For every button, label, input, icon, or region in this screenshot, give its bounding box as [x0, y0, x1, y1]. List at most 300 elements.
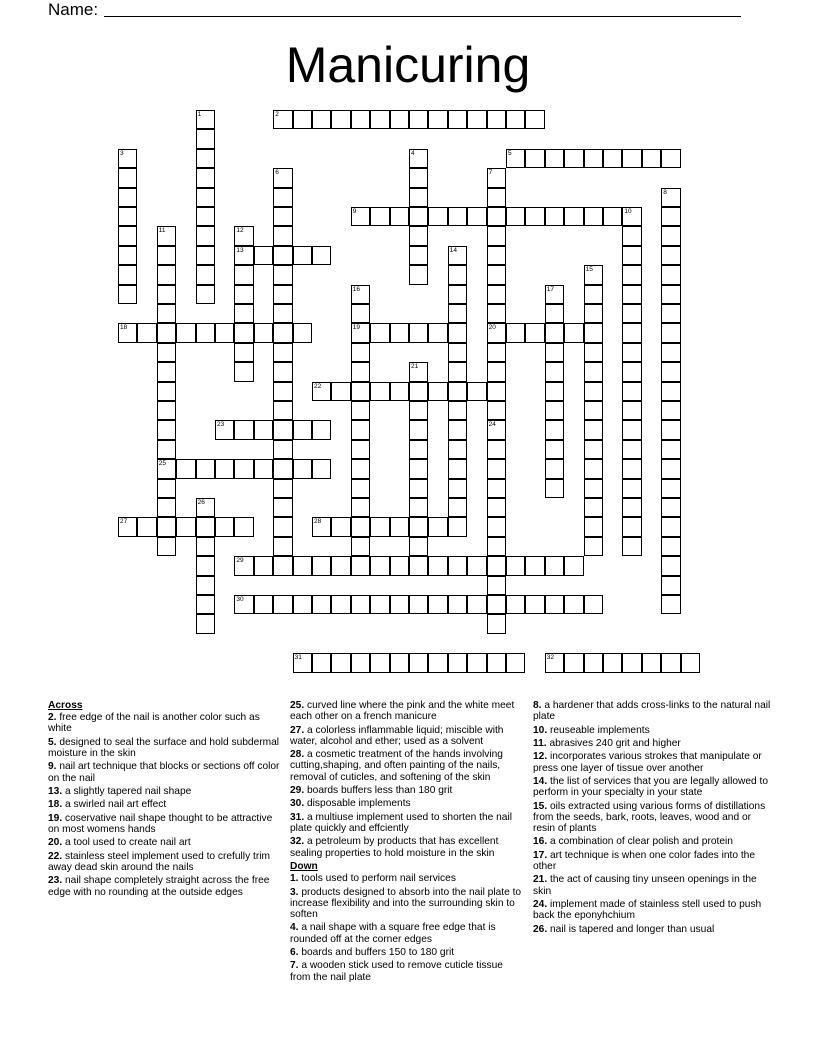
grid-cell[interactable]	[293, 459, 312, 478]
grid-cell[interactable]	[622, 498, 641, 517]
grid-cell[interactable]	[370, 595, 389, 614]
grid-cell[interactable]	[331, 653, 350, 672]
grid-cell[interactable]	[118, 285, 137, 304]
grid-cell[interactable]	[273, 517, 292, 536]
grid-cell[interactable]	[157, 246, 176, 265]
grid-cell[interactable]	[448, 323, 467, 342]
grid-cell[interactable]	[661, 576, 680, 595]
grid-cell[interactable]	[157, 537, 176, 556]
grid-cell[interactable]	[506, 323, 525, 342]
grid-cell[interactable]	[525, 149, 544, 168]
grid-cell[interactable]	[176, 323, 195, 342]
grid-cell[interactable]	[545, 323, 564, 342]
grid-cell[interactable]	[196, 129, 215, 148]
grid-cell[interactable]	[428, 653, 447, 672]
grid-cell[interactable]	[370, 110, 389, 129]
grid-cell[interactable]	[448, 304, 467, 323]
grid-cell[interactable]	[681, 653, 700, 672]
grid-cell[interactable]	[584, 323, 603, 342]
grid-cell[interactable]	[351, 556, 370, 575]
grid-cell[interactable]	[196, 556, 215, 575]
grid-cell[interactable]	[157, 459, 176, 478]
grid-cell[interactable]	[234, 517, 253, 536]
grid-cell[interactable]	[525, 110, 544, 129]
grid-cell[interactable]	[487, 188, 506, 207]
grid-cell[interactable]	[273, 401, 292, 420]
grid-cell[interactable]	[564, 323, 583, 342]
grid-cell[interactable]	[157, 440, 176, 459]
grid-cell[interactable]	[312, 517, 331, 536]
grid-cell[interactable]	[390, 382, 409, 401]
grid-cell[interactable]	[622, 285, 641, 304]
grid-cell[interactable]	[157, 362, 176, 381]
grid-cell[interactable]	[448, 556, 467, 575]
grid-cell[interactable]	[622, 246, 641, 265]
grid-cell[interactable]	[448, 285, 467, 304]
grid-cell[interactable]	[196, 207, 215, 226]
grid-cell[interactable]	[661, 343, 680, 362]
grid-cell[interactable]	[584, 207, 603, 226]
grid-cell[interactable]	[545, 285, 564, 304]
grid-cell[interactable]	[584, 420, 603, 439]
grid-cell[interactable]	[506, 595, 525, 614]
grid-cell[interactable]	[370, 517, 389, 536]
grid-cell[interactable]	[622, 479, 641, 498]
grid-cell[interactable]	[448, 517, 467, 536]
grid-cell[interactable]	[157, 343, 176, 362]
grid-cell[interactable]	[293, 110, 312, 129]
grid-cell[interactable]	[661, 304, 680, 323]
grid-cell[interactable]	[312, 595, 331, 614]
grid-cell[interactable]	[273, 479, 292, 498]
grid-cell[interactable]	[584, 498, 603, 517]
grid-cell[interactable]	[487, 382, 506, 401]
grid-cell[interactable]	[390, 110, 409, 129]
grid-cell[interactable]	[487, 304, 506, 323]
grid-cell[interactable]	[196, 459, 215, 478]
grid-cell[interactable]	[467, 110, 486, 129]
grid-cell[interactable]	[448, 479, 467, 498]
grid-cell[interactable]	[331, 517, 350, 536]
grid-cell[interactable]	[157, 420, 176, 439]
grid-cell[interactable]	[409, 323, 428, 342]
grid-cell[interactable]	[661, 265, 680, 284]
grid-cell[interactable]	[545, 401, 564, 420]
grid-cell[interactable]	[661, 440, 680, 459]
grid-cell[interactable]	[370, 653, 389, 672]
grid-cell[interactable]	[545, 653, 564, 672]
grid-cell[interactable]	[176, 517, 195, 536]
grid-cell[interactable]	[118, 323, 137, 342]
grid-cell[interactable]	[409, 517, 428, 536]
grid-cell[interactable]	[448, 498, 467, 517]
grid-cell[interactable]	[409, 595, 428, 614]
grid-cell[interactable]	[564, 149, 583, 168]
grid-cell[interactable]	[661, 285, 680, 304]
grid-cell[interactable]	[622, 207, 641, 226]
grid-cell[interactable]	[661, 149, 680, 168]
grid-cell[interactable]	[487, 517, 506, 536]
grid-cell[interactable]	[409, 498, 428, 517]
grid-cell[interactable]	[661, 246, 680, 265]
grid-cell[interactable]	[622, 362, 641, 381]
grid-cell[interactable]	[545, 382, 564, 401]
grid-cell[interactable]	[370, 556, 389, 575]
grid-cell[interactable]	[584, 382, 603, 401]
grid-cell[interactable]	[487, 246, 506, 265]
grid-cell[interactable]	[661, 188, 680, 207]
grid-cell[interactable]	[273, 595, 292, 614]
grid-cell[interactable]	[428, 323, 447, 342]
grid-cell[interactable]	[234, 420, 253, 439]
grid-cell[interactable]	[603, 653, 622, 672]
grid-cell[interactable]	[351, 362, 370, 381]
grid-cell[interactable]	[409, 556, 428, 575]
grid-cell[interactable]	[467, 556, 486, 575]
grid-cell[interactable]	[487, 401, 506, 420]
grid-cell[interactable]	[273, 440, 292, 459]
grid-cell[interactable]	[448, 207, 467, 226]
grid-cell[interactable]	[351, 498, 370, 517]
grid-cell[interactable]	[545, 304, 564, 323]
grid-cell[interactable]	[584, 537, 603, 556]
grid-cell[interactable]	[487, 459, 506, 478]
grid-cell[interactable]	[487, 323, 506, 342]
grid-cell[interactable]	[525, 323, 544, 342]
grid-cell[interactable]	[234, 362, 253, 381]
grid-cell[interactable]	[661, 207, 680, 226]
grid-cell[interactable]	[603, 207, 622, 226]
grid-cell[interactable]	[351, 110, 370, 129]
grid-cell[interactable]	[137, 323, 156, 342]
grid-cell[interactable]	[467, 653, 486, 672]
grid-cell[interactable]	[564, 556, 583, 575]
grid-cell[interactable]	[448, 440, 467, 459]
grid-cell[interactable]	[545, 362, 564, 381]
grid-cell[interactable]	[584, 304, 603, 323]
grid-cell[interactable]	[118, 168, 137, 187]
grid-cell[interactable]	[467, 595, 486, 614]
grid-cell[interactable]	[234, 323, 253, 342]
grid-cell[interactable]	[234, 595, 253, 614]
grid-cell[interactable]	[584, 285, 603, 304]
grid-cell[interactable]	[622, 304, 641, 323]
grid-cell[interactable]	[661, 479, 680, 498]
grid-cell[interactable]	[312, 110, 331, 129]
grid-cell[interactable]	[448, 420, 467, 439]
grid-cell[interactable]	[390, 653, 409, 672]
grid-cell[interactable]	[351, 479, 370, 498]
grid-cell[interactable]	[487, 498, 506, 517]
grid-cell[interactable]	[234, 304, 253, 323]
grid-cell[interactable]	[196, 110, 215, 129]
grid-cell[interactable]	[487, 285, 506, 304]
grid-cell[interactable]	[312, 459, 331, 478]
grid-cell[interactable]	[661, 323, 680, 342]
grid-cell[interactable]	[428, 382, 447, 401]
grid-cell[interactable]	[196, 265, 215, 284]
grid-cell[interactable]	[351, 401, 370, 420]
grid-cell[interactable]	[273, 110, 292, 129]
grid-cell[interactable]	[273, 304, 292, 323]
grid-cell[interactable]	[409, 226, 428, 245]
grid-cell[interactable]	[331, 382, 350, 401]
grid-cell[interactable]	[409, 188, 428, 207]
grid-cell[interactable]	[622, 459, 641, 478]
grid-cell[interactable]	[487, 595, 506, 614]
grid-cell[interactable]	[525, 556, 544, 575]
grid-cell[interactable]	[331, 595, 350, 614]
grid-cell[interactable]	[273, 343, 292, 362]
grid-cell[interactable]	[661, 420, 680, 439]
grid-cell[interactable]	[448, 382, 467, 401]
grid-cell[interactable]	[661, 459, 680, 478]
grid-cell[interactable]	[409, 420, 428, 439]
grid-cell[interactable]	[331, 110, 350, 129]
grid-cell[interactable]	[428, 110, 447, 129]
grid-cell[interactable]	[196, 226, 215, 245]
grid-cell[interactable]	[312, 382, 331, 401]
grid-cell[interactable]	[642, 149, 661, 168]
grid-cell[interactable]	[661, 556, 680, 575]
grid-cell[interactable]	[293, 323, 312, 342]
grid-cell[interactable]	[234, 226, 253, 245]
grid-cell[interactable]	[254, 420, 273, 439]
grid-cell[interactable]	[118, 188, 137, 207]
grid-cell[interactable]	[545, 595, 564, 614]
grid-cell[interactable]	[351, 459, 370, 478]
grid-cell[interactable]	[603, 149, 622, 168]
grid-cell[interactable]	[545, 420, 564, 439]
grid-cell[interactable]	[545, 479, 564, 498]
grid-cell[interactable]	[196, 498, 215, 517]
grid-cell[interactable]	[312, 420, 331, 439]
grid-cell[interactable]	[622, 420, 641, 439]
grid-cell[interactable]	[351, 595, 370, 614]
grid-cell[interactable]	[157, 285, 176, 304]
grid-cell[interactable]	[622, 401, 641, 420]
grid-cell[interactable]	[622, 382, 641, 401]
grid-cell[interactable]	[409, 479, 428, 498]
grid-cell[interactable]	[448, 653, 467, 672]
grid-cell[interactable]	[273, 265, 292, 284]
grid-cell[interactable]	[584, 479, 603, 498]
grid-cell[interactable]	[506, 149, 525, 168]
grid-cell[interactable]	[331, 556, 350, 575]
grid-cell[interactable]	[525, 207, 544, 226]
grid-cell[interactable]	[487, 576, 506, 595]
grid-cell[interactable]	[584, 362, 603, 381]
grid-cell[interactable]	[487, 556, 506, 575]
grid-cell[interactable]	[234, 343, 253, 362]
grid-cell[interactable]	[118, 265, 137, 284]
grid-cell[interactable]	[293, 420, 312, 439]
grid-cell[interactable]	[215, 323, 234, 342]
grid-cell[interactable]	[157, 382, 176, 401]
grid-cell[interactable]	[622, 226, 641, 245]
grid-cell[interactable]	[564, 595, 583, 614]
grid-cell[interactable]	[506, 207, 525, 226]
grid-cell[interactable]	[622, 265, 641, 284]
grid-cell[interactable]	[448, 110, 467, 129]
grid-cell[interactable]	[196, 576, 215, 595]
grid-cell[interactable]	[409, 207, 428, 226]
grid-cell[interactable]	[487, 362, 506, 381]
grid-cell[interactable]	[622, 343, 641, 362]
grid-cell[interactable]	[390, 556, 409, 575]
grid-cell[interactable]	[661, 362, 680, 381]
grid-cell[interactable]	[273, 207, 292, 226]
grid-cell[interactable]	[622, 537, 641, 556]
grid-cell[interactable]	[118, 207, 137, 226]
grid-cell[interactable]	[409, 110, 428, 129]
grid-cell[interactable]	[234, 265, 253, 284]
grid-cell[interactable]	[409, 168, 428, 187]
grid-cell[interactable]	[428, 556, 447, 575]
grid-cell[interactable]	[487, 110, 506, 129]
grid-cell[interactable]	[409, 149, 428, 168]
grid-cell[interactable]	[312, 246, 331, 265]
grid-cell[interactable]	[254, 246, 273, 265]
grid-cell[interactable]	[157, 479, 176, 498]
grid-cell[interactable]	[234, 285, 253, 304]
grid-cell[interactable]	[642, 653, 661, 672]
grid-cell[interactable]	[487, 537, 506, 556]
grid-cell[interactable]	[448, 459, 467, 478]
grid-cell[interactable]	[273, 226, 292, 245]
grid-cell[interactable]	[234, 556, 253, 575]
grid-cell[interactable]	[234, 459, 253, 478]
grid-cell[interactable]	[487, 479, 506, 498]
grid-cell[interactable]	[196, 188, 215, 207]
grid-cell[interactable]	[409, 653, 428, 672]
grid-cell[interactable]	[487, 440, 506, 459]
grid-cell[interactable]	[351, 440, 370, 459]
grid-cell[interactable]	[487, 207, 506, 226]
grid-cell[interactable]	[273, 168, 292, 187]
grid-cell[interactable]	[273, 459, 292, 478]
grid-cell[interactable]	[351, 304, 370, 323]
grid-cell[interactable]	[661, 517, 680, 536]
grid-cell[interactable]	[661, 537, 680, 556]
grid-cell[interactable]	[273, 323, 292, 342]
grid-cell[interactable]	[351, 653, 370, 672]
grid-cell[interactable]	[661, 382, 680, 401]
grid-cell[interactable]	[545, 207, 564, 226]
grid-cell[interactable]	[448, 343, 467, 362]
grid-cell[interactable]	[584, 653, 603, 672]
grid-cell[interactable]	[525, 595, 544, 614]
grid-cell[interactable]	[487, 265, 506, 284]
grid-cell[interactable]	[351, 517, 370, 536]
grid-cell[interactable]	[273, 285, 292, 304]
grid-cell[interactable]	[622, 653, 641, 672]
grid-cell[interactable]	[273, 420, 292, 439]
grid-cell[interactable]	[351, 285, 370, 304]
grid-cell[interactable]	[409, 362, 428, 381]
grid-cell[interactable]	[370, 323, 389, 342]
grid-cell[interactable]	[428, 517, 447, 536]
grid-cell[interactable]	[661, 226, 680, 245]
grid-cell[interactable]	[467, 382, 486, 401]
grid-cell[interactable]	[273, 382, 292, 401]
grid-cell[interactable]	[157, 323, 176, 342]
grid-cell[interactable]	[506, 653, 525, 672]
grid-cell[interactable]	[157, 304, 176, 323]
grid-cell[interactable]	[196, 595, 215, 614]
grid-cell[interactable]	[487, 614, 506, 633]
grid-cell[interactable]	[448, 246, 467, 265]
grid-cell[interactable]	[506, 556, 525, 575]
grid-cell[interactable]	[448, 362, 467, 381]
grid-cell[interactable]	[196, 323, 215, 342]
grid-cell[interactable]	[273, 537, 292, 556]
grid-cell[interactable]	[467, 207, 486, 226]
grid-cell[interactable]	[196, 614, 215, 633]
grid-cell[interactable]	[506, 110, 525, 129]
grid-cell[interactable]	[584, 440, 603, 459]
grid-cell[interactable]	[157, 498, 176, 517]
grid-cell[interactable]	[254, 595, 273, 614]
grid-cell[interactable]	[118, 246, 137, 265]
grid-cell[interactable]	[351, 207, 370, 226]
grid-cell[interactable]	[428, 207, 447, 226]
grid-cell[interactable]	[351, 537, 370, 556]
grid-cell[interactable]	[196, 517, 215, 536]
grid-cell[interactable]	[545, 343, 564, 362]
grid-cell[interactable]	[273, 362, 292, 381]
grid-cell[interactable]	[622, 440, 641, 459]
grid-cell[interactable]	[545, 149, 564, 168]
grid-cell[interactable]	[409, 382, 428, 401]
grid-cell[interactable]	[622, 149, 641, 168]
grid-cell[interactable]	[487, 653, 506, 672]
grid-cell[interactable]	[409, 401, 428, 420]
grid-cell[interactable]	[564, 653, 583, 672]
grid-cell[interactable]	[390, 595, 409, 614]
grid-cell[interactable]	[312, 653, 331, 672]
grid-cell[interactable]	[351, 420, 370, 439]
grid-cell[interactable]	[176, 459, 195, 478]
grid-cell[interactable]	[215, 420, 234, 439]
grid-cell[interactable]	[273, 556, 292, 575]
grid-cell[interactable]	[196, 246, 215, 265]
grid-cell[interactable]	[584, 459, 603, 478]
grid-cell[interactable]	[137, 517, 156, 536]
grid-cell[interactable]	[351, 382, 370, 401]
grid-cell[interactable]	[584, 401, 603, 420]
grid-cell[interactable]	[409, 246, 428, 265]
grid-cell[interactable]	[351, 323, 370, 342]
grid-cell[interactable]	[196, 285, 215, 304]
grid-cell[interactable]	[312, 556, 331, 575]
grid-cell[interactable]	[545, 440, 564, 459]
grid-cell[interactable]	[157, 517, 176, 536]
grid-cell[interactable]	[157, 265, 176, 284]
grid-cell[interactable]	[448, 595, 467, 614]
grid-cell[interactable]	[273, 188, 292, 207]
grid-cell[interactable]	[487, 168, 506, 187]
grid-cell[interactable]	[409, 537, 428, 556]
grid-cell[interactable]	[254, 556, 273, 575]
grid-cell[interactable]	[390, 517, 409, 536]
grid-cell[interactable]	[390, 207, 409, 226]
grid-cell[interactable]	[487, 226, 506, 245]
grid-cell[interactable]	[273, 498, 292, 517]
grid-cell[interactable]	[196, 168, 215, 187]
grid-cell[interactable]	[428, 595, 447, 614]
grid-cell[interactable]	[215, 517, 234, 536]
